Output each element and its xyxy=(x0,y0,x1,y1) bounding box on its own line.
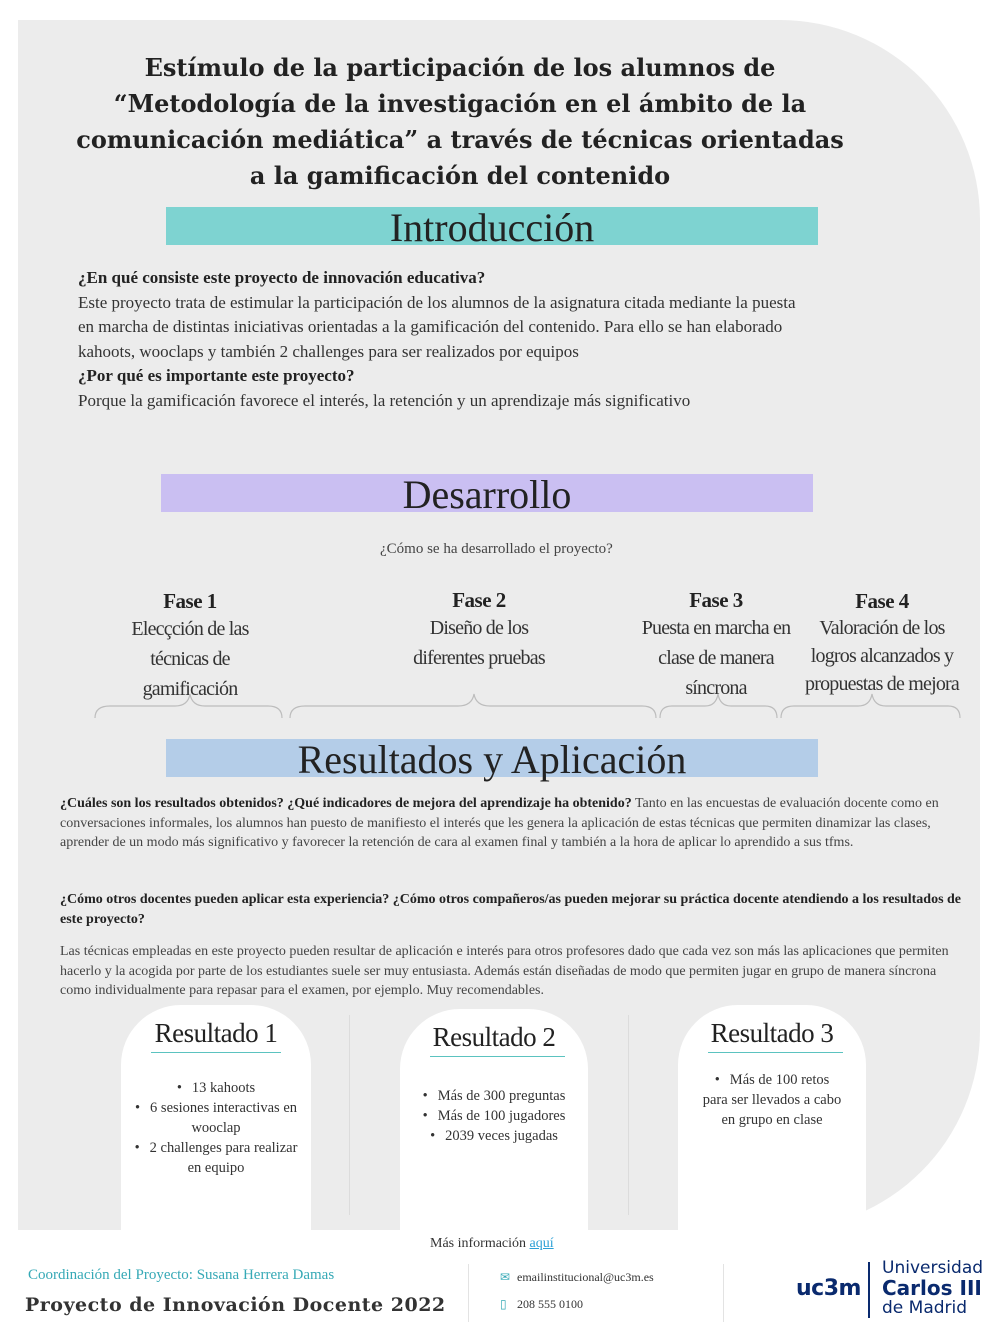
phase-title: Fase 2 xyxy=(452,588,506,612)
brace-phase-1 xyxy=(95,694,282,718)
phone-text: 208 555 0100 xyxy=(517,1297,583,1311)
intro-answer-1: Este proyecto trata de estimular la participación de los alumnos de la asignatura citada mediante la puesta en marcha de distintas iniciativas orientadas a la gamificación del contenido. Para ello se han elaborado kahoots, wooclaps y también 2 challenges para ser realizados por equipos xyxy=(78,292,796,361)
phase-title: Fase 4 xyxy=(855,589,909,613)
list-item: • Más de 100 jugadores xyxy=(404,1106,584,1126)
list-item: • Más de 100 retos para ser llevados a cabo en grupo en clase xyxy=(702,1070,842,1130)
phase-1 xyxy=(106,589,274,704)
phase-description: Puesta en marcha en clase de manera síncrona xyxy=(641,617,791,699)
card-list xyxy=(126,1078,306,1178)
card-list xyxy=(404,1086,584,1146)
list-item: • 2 challenges para realizar en equipo xyxy=(126,1138,306,1178)
phase-description: Valoración de los logros alcanzados y propuestas de mejora xyxy=(805,617,959,695)
more-info-label: Más información xyxy=(430,1236,530,1251)
title-line: “Metodología de la investigación en el ámbito de la xyxy=(113,89,807,118)
contact-email xyxy=(500,1270,654,1285)
more-info-link[interactable]: aquí xyxy=(529,1236,554,1251)
card-title: Resultado 2 xyxy=(432,1022,556,1052)
results-answer-1: Tanto en las encuestas de evaluación docente como en conversaciones informales, los alumnos han puesto de manifiesto el interés que les genera la aplicación de estas técnicas que permiten dinamizar las clases, aprender de un modo más significativo y favorecer la retención de cara al examen final y también a la hora de aplicar lo aprendido a sus tfms. xyxy=(60,796,939,850)
development-question: ¿Cómo se ha desarrollado el proyecto? xyxy=(380,541,613,557)
results-answer-2: Las técnicas empleadas en este proyecto pueden resultar de aplicación e interés para otros profesores dado que cada vez son más las aplicaciones que permiten hacerlo y la acogida por parte de los estudiantes suele ser muy entusiasta. Además están diseñadas de modo que permiten jugar en grupo de manera síncrona como individualmente para repasar para el examen, por ejemplo. Muy recomendables. xyxy=(60,944,949,998)
brace-phase-3 xyxy=(660,694,777,718)
card-title: Resultado 1 xyxy=(154,1018,278,1048)
logo-line: Universidad xyxy=(882,1258,984,1278)
title-line: comunicación mediática” a través de técnicas orientadas xyxy=(76,125,844,154)
list-item: • 2039 veces jugadas xyxy=(404,1126,584,1146)
result-card-3 xyxy=(678,1005,866,1230)
project-name: Proyecto de Innovación Docente 2022 xyxy=(25,1294,446,1316)
footer-divider xyxy=(468,1264,469,1322)
phase-2 xyxy=(394,588,564,673)
university-logo xyxy=(882,1258,992,1318)
list-item: • Más de 300 preguntas xyxy=(404,1086,584,1106)
phase-description: Diseño de los diferentes pruebas xyxy=(413,617,545,669)
brace-phase-4 xyxy=(781,694,960,718)
phase-4 xyxy=(796,589,968,698)
intro-body xyxy=(78,266,798,413)
results-paragraph-1 xyxy=(60,794,980,853)
logo-line: Carlos III xyxy=(882,1276,982,1300)
results-question-1: ¿Cuáles son los resultados obtenidos? ¿Qué indicadores de mejora del aprendizaje ha obtenido? xyxy=(60,796,632,811)
phase-title: Fase 3 xyxy=(689,588,743,612)
section-heading-development: Desarrollo xyxy=(161,474,813,512)
phase-braces xyxy=(0,688,999,722)
phase-description: Elecçción de las técnicas de gamificación xyxy=(131,618,249,700)
title-line: Estímulo de la participación de los alumnos de xyxy=(144,53,776,82)
email-text[interactable]: emailinstitucional@uc3m.es xyxy=(517,1270,654,1284)
phase-3 xyxy=(638,588,794,703)
mail-icon: ✉ xyxy=(500,1270,511,1284)
intro-question-2: ¿Por qué es importante este proyecto? xyxy=(78,366,355,385)
uc3m-logo: uc3m xyxy=(796,1276,861,1301)
intro-question-1: ¿En qué consiste este proyecto de innovación educativa? xyxy=(78,268,486,287)
list-item: • 6 sesiones interactivas en wooclap xyxy=(126,1098,306,1138)
logo-separator xyxy=(868,1262,870,1318)
result-card-1 xyxy=(121,1005,311,1230)
logo-line: de Madrid xyxy=(882,1298,968,1318)
phase-title: Fase 1 xyxy=(163,589,217,613)
footer-divider xyxy=(723,1264,724,1322)
card-underline xyxy=(708,1052,843,1053)
intro-answer-2: Porque la gamificación favorece el interés, la retención y un aprendizaje más significativo xyxy=(78,390,691,410)
card-underline xyxy=(151,1052,281,1053)
project-coordination: Coordinación del Proyecto: Susana Herrera Damas xyxy=(28,1267,335,1283)
card-title: Resultado 3 xyxy=(710,1018,834,1048)
result-card-2 xyxy=(400,1009,588,1230)
section-heading-results: Resultados y Aplicación xyxy=(166,739,818,777)
brace-phase-2 xyxy=(290,694,656,718)
results-question-2: ¿Cómo otros docentes pueden aplicar esta experiencia? ¿Cómo otros compañeros/as pueden mejorar su práctica docente atendiendo a los resultados de este proyecto? xyxy=(60,892,962,927)
section-heading-intro: Introducción xyxy=(166,207,818,245)
contact-phone xyxy=(500,1297,583,1312)
column-divider xyxy=(349,1015,350,1215)
card-list xyxy=(702,1070,842,1130)
phone-icon: ▯ xyxy=(500,1297,507,1311)
card-underline xyxy=(430,1056,565,1057)
more-info xyxy=(430,1236,554,1252)
title-line: a la gamificación del contenido xyxy=(249,161,671,190)
page-title xyxy=(60,50,860,194)
column-divider xyxy=(628,1015,629,1215)
list-item: • 13 kahoots xyxy=(126,1078,306,1098)
